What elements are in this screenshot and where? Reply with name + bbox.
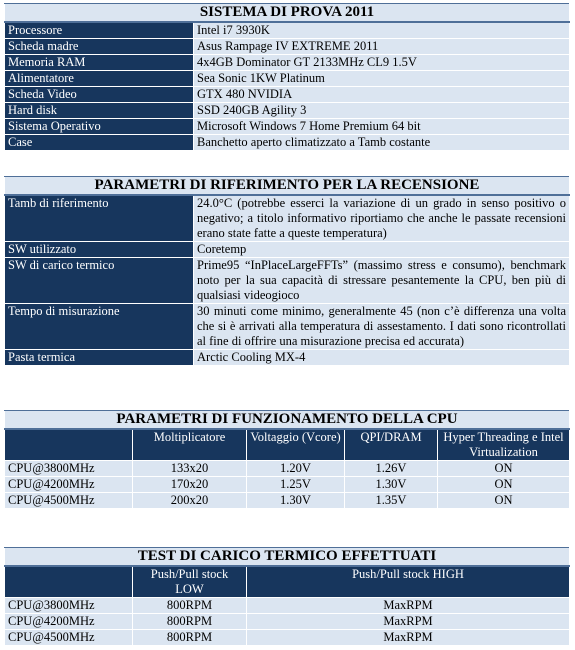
row-value: Banchetto aperto climatizzato a Tamb costante	[194, 135, 570, 151]
table-row	[5, 304, 570, 350]
cpu-table	[4, 410, 570, 509]
table-cell: MaxRPM	[247, 598, 570, 614]
table-cell: 800RPM	[133, 614, 247, 630]
row-label: Alimentatore	[5, 71, 194, 87]
row-label: Memoria RAM	[5, 55, 194, 71]
table-row	[5, 39, 570, 55]
row-label: Pasta termica	[5, 350, 194, 366]
row-label: Tempo di misurazione	[5, 304, 194, 350]
table-row	[5, 71, 570, 87]
system-table	[4, 3, 570, 151]
row-value: Prime95 “InPlaceLargeFFTs” (massimo stress e consumo), benchmark noto per la sua capacità di stressare pesantemente la CPU, ben più di qualsiasi videogioco	[194, 258, 570, 304]
row-value: GTX 480 NVIDIA	[194, 87, 570, 103]
table-row	[5, 87, 570, 103]
table-cell: MaxRPM	[247, 614, 570, 630]
table-row	[5, 135, 570, 151]
row-label: CPU@3800MHz	[5, 461, 133, 477]
table-cell: 1.26V	[345, 461, 438, 477]
table-row	[5, 630, 570, 646]
row-label: Scheda madre	[5, 39, 194, 55]
row-value: Microsoft Windows 7 Home Premium 64 bit	[194, 119, 570, 135]
table-cell: 1.35V	[345, 493, 438, 509]
row-label: CPU@3800MHz	[5, 598, 133, 614]
header-row	[5, 566, 570, 598]
table-row	[5, 242, 570, 258]
row-label: CPU@4200MHz	[5, 477, 133, 493]
row-value: Intel i7 3930K	[194, 22, 570, 39]
table-row	[5, 477, 570, 493]
row-label: SW di carico termico	[5, 258, 194, 304]
thermal-title: TEST DI CARICO TERMICO EFFETTUATI	[5, 548, 570, 567]
table-row	[5, 614, 570, 630]
header-row	[5, 429, 570, 461]
column-header: Moltiplicatore	[133, 429, 247, 461]
table-cell: ON	[438, 461, 570, 477]
table-row	[5, 258, 570, 304]
row-label: Sistema Operativo	[5, 119, 194, 135]
table-cell: 1.30V	[247, 493, 345, 509]
column-header: Hyper Threading e Intel Virtualization	[438, 429, 570, 461]
table-cell: ON	[438, 493, 570, 509]
table-cell: ON	[438, 477, 570, 493]
row-value: 24.0°C (potrebbe esserci la variazione di un grado in senso positivo o negativo; a titolo informativo riportiamo che anche le passate recensioni erano state fatte a queste temperatura)	[194, 195, 570, 242]
table-row	[5, 103, 570, 119]
row-label: CPU@4500MHz	[5, 630, 133, 646]
row-label: CPU@4500MHz	[5, 493, 133, 509]
row-label: Hard disk	[5, 103, 194, 119]
column-header	[5, 429, 133, 461]
column-header: Voltaggio (Vcore)	[247, 429, 345, 461]
thermal-table	[4, 547, 570, 646]
column-header: Push/Pull stock LOW	[133, 566, 247, 598]
column-header: QPI/DRAM	[345, 429, 438, 461]
column-header: Push/Pull stock HIGH	[247, 566, 570, 598]
table-row	[5, 22, 570, 39]
table-row	[5, 493, 570, 509]
table-cell: 1.30V	[345, 477, 438, 493]
column-header	[5, 566, 133, 598]
table-cell: 170x20	[133, 477, 247, 493]
table-row	[5, 350, 570, 366]
table-row	[5, 55, 570, 71]
row-value: 4x4GB Dominator GT 2133MHz CL9 1.5V	[194, 55, 570, 71]
table-row	[5, 598, 570, 614]
cpu-title: PARAMETRI DI FUNZIONAMENTO DELLA CPU	[5, 411, 570, 430]
row-label: CPU@4200MHz	[5, 614, 133, 630]
table-cell: 200x20	[133, 493, 247, 509]
row-value: Sea Sonic 1KW Platinum	[194, 71, 570, 87]
table-cell: 800RPM	[133, 598, 247, 614]
row-label: Scheda Video	[5, 87, 194, 103]
table-row	[5, 195, 570, 242]
row-value: 30 minuti come minimo, generalmente 45 (non c’è differenza una volta che si è arrivati alla temperatura di assestamento. I dati sono ricontrollati al fine di offrire una misurazione precisa ed accurata)	[194, 304, 570, 350]
row-label: SW utilizzato	[5, 242, 194, 258]
table-cell: 1.25V	[247, 477, 345, 493]
table-cell: MaxRPM	[247, 630, 570, 646]
table-cell: 1.20V	[247, 461, 345, 477]
params-title: PARAMETRI DI RIFERIMENTO PER LA RECENSIONE	[5, 177, 570, 196]
row-label: Tamb di riferimento	[5, 195, 194, 242]
params-table	[4, 176, 570, 366]
row-label: Case	[5, 135, 194, 151]
table-row	[5, 119, 570, 135]
row-value: Coretemp	[194, 242, 570, 258]
row-value: SSD 240GB Agility 3	[194, 103, 570, 119]
row-value: Arctic Cooling MX-4	[194, 350, 570, 366]
system-title: SISTEMA DI PROVA 2011	[5, 4, 570, 23]
table-row	[5, 461, 570, 477]
table-cell: 133x20	[133, 461, 247, 477]
row-label: Processore	[5, 22, 194, 39]
row-value: Asus Rampage IV EXTREME 2011	[194, 39, 570, 55]
table-cell: 800RPM	[133, 630, 247, 646]
